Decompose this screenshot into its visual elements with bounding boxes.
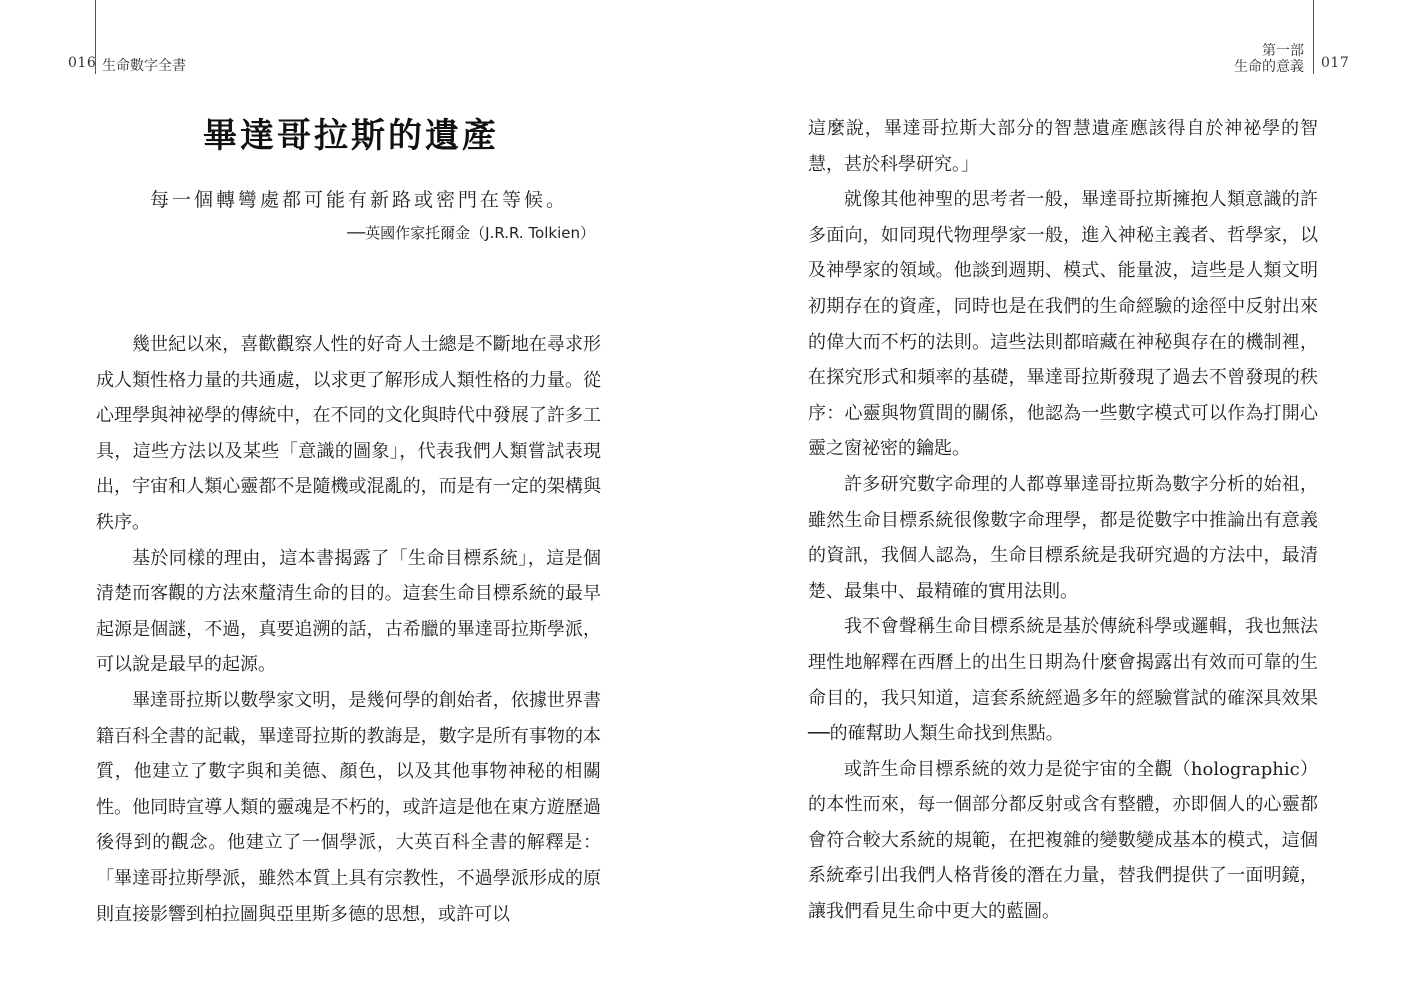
chapter-title: 畢達哥拉斯的遺產 [203, 116, 499, 156]
body-text [96, 327, 601, 932]
paragraph: 許多研究數字命理的人都尊畢達哥拉斯為數字分析的始祖，雖然生命目標系統很像數字命理學，都是從數字中推論出有意義的資訊，我個人認為，生命目標系統是我研究過的方法中，最清楚、最集中、最精確的實用法則。 [808, 473, 1318, 602]
page-number: 017 [1321, 55, 1350, 71]
epigraph: 每一個轉彎處都可能有新路或密門在等候。 [150, 189, 569, 211]
epigraph-attribution: ──英國作家托爾金（J.R.R. Tolkien） [347, 224, 595, 242]
paragraph: 我不會聲稱生命目標系統是基於傳統科學或邏輯，我也無法理性地解釋在西曆上的出生日期為什麼會揭露出有效而可靠的生命目的，我只知道，這套系統經過多年的經驗嘗試的確深具效果──的確幫助人類生命找到焦點。 [808, 616, 1318, 745]
running-title: 生命數字全書 [102, 58, 186, 74]
page-number: 016 [68, 55, 97, 71]
paragraph: 就像其他神聖的思考者一般，畢達哥拉斯擁抱人類意識的許多面向，如同現代物理學家一般，進入神秘主義者、哲學家，以及神學家的領域。他談到週期、模式、能量波，這些是人類文明初期存在的資產，同時也是在我們的生命經驗的途徑中反射出來的偉大而不朽的法則。這些法則都暗藏在神秘與存在的機制裡，在探究形式和頻率的基礎，畢達哥拉斯發現了過去不曾發現的秩序：心靈與物質間的關係，他認為一些數字模式可以作為打開心靈之窗祕密的鑰匙。 [808, 189, 1318, 460]
paragraph: 幾世紀以來，喜歡觀察人性的好奇人士總是不斷地在尋求形成人類性格力量的共通處，以求更了解形成人類性格的力量。從心理學與神祕學的傳統中，在不同的文化與時代中發展了許多工具，這些方法以及某些「意識的圖象」，代表我們人類嘗試表現出，宇宙和人類心靈都不是隨機或混亂的，而是有一定的架構與秩序。 [96, 334, 601, 533]
paragraph: 畢達哥拉斯以數學家文明，是幾何學的創始者，依據世界書籍百科全書的記載，畢達哥拉斯的教誨是，數字是所有事物的本質，他建立了數字與和美德、顏色，以及其他事物神秘的相關性。他同時宣導人類的靈魂是不朽的，或許這是他在東方遊歷過後得到的觀念。他建立了一個學派，大英百科全書的解釋是：「畢達哥拉斯學派，雖然本質上具有宗教性，不過學派形成的原則直接影響到柏拉圖與亞里斯多德的思想，或許可以 [96, 689, 601, 925]
part-label: 第一部 [1262, 43, 1304, 59]
paragraph: 基於同樣的理由，這本書揭露了「生命目標系統」，這是個清楚而客觀的方法來釐清生命的目的。這套生命目標系統的最早起源是個謎，不過，真要追溯的話，古希臘的畢達哥拉斯學派，可以說是最早的起源。 [96, 547, 601, 676]
header-divider [1313, 0, 1314, 74]
left-page [0, 0, 704, 1000]
right-page [704, 0, 1409, 1000]
part-title: 生命的意義 [1234, 59, 1304, 75]
paragraph-continuation: 這麼說，畢達哥拉斯大部分的智慧遺產應該得自於神祕學的智慧，甚於科學研究。」 [808, 118, 1318, 175]
body-text [808, 111, 1318, 930]
paragraph: 或許生命目標系統的效力是從宇宙的全觀（holographic）的本性而來，每一個部分都反射或含有整體，亦即個人的心靈都會符合較大系統的規範，在把複雜的變數變成基本的模式，這個系統牽引出我們人格背後的潛在力量，替我們提供了一面明鏡，讓我們看見生命中更大的藍圖。 [808, 758, 1318, 923]
